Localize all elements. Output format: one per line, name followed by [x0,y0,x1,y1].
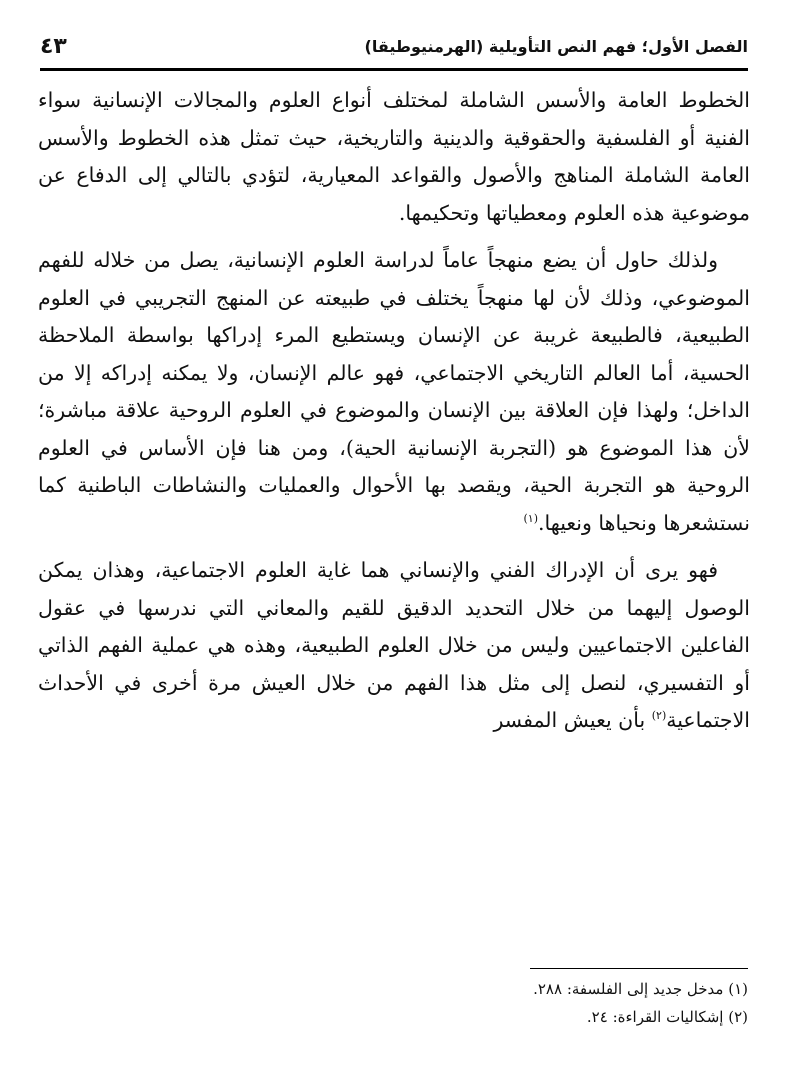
main-text [38,82,750,750]
footnote-divider [530,968,748,969]
footnote-marker: (١) [523,511,539,525]
footnote: (١) مدخل جديد إلى الفلسفة: ٢٨٨. [533,980,748,998]
paragraph: فهو يرى أن الإدراك الفني والإنساني هما غاية العلوم الاجتماعية، وهذان يمكن الوصول إليهما من خلال التحديد الدقيق للقيم والمعاني التي ندرسها في عقول الفاعلين الاجتماعيين وليس من خلال العلوم الطبيعية، وهذه هي عملية الفهم الذاتي أو التفسيري، لنصل إلى مثل هذا الفهم من خلال العيش مرة أخرى في الأحداث الاجتماعية$^{(٢)}$ بأن يعيش المفسر [38,558,750,732]
running-header [40,26,748,66]
paragraph: ولذلك حاول أن يضع منهجاً عاماً لدراسة العلوم الإنسانية، يصل من خلاله للفهم الموضوعي، وذلك لأن لها منهجاً يختلف في طبيعته عن المنهج التجريبي في العلوم الطبيعية، فالطبيعة غريبة عن الإنسان ويستطيع المرء إدراكها بواسطة الملاحظة الحسية، أما العالم التاريخي الاجتماعي، فهو عالم الإنسان، ولا يمكنه إدراكه إلا من الداخل؛ ولهذا فإن العلاقة بين الإنسان والموضوع في العلوم الروحية علاقة مباشرة؛ لأن هذا الموضوع هو (التجربة الإنسانية الحية)، ومن هنا فإن الأساس في العلوم الروحية هو التجربة الحية، ويقصد بها الأحوال والعمليات والنشاطات الباطنية كما نستشعرها ونحياها ونعيها.$^{(١)}$ [38,248,750,535]
paragraph: الخطوط العامة والأسس الشاملة لمختلف أنواع العلوم والمجالات الإنسانية سواء الفنية أو الفلسفية والحقوقية والدينية والتاريخية، حيث تمثل هذه الخطوط والأسس العامة الشاملة المناهج والأصول والقواعد المعيارية، لتؤدي بالتالي إلى الدفاع عن موضوعية هذه العلوم ومعطياتها وتحكيمها. [38,88,750,225]
footnote: (٢) إشكاليات القراءة: ٢٤. [586,1008,748,1026]
page-number: ٤٣ [40,33,67,59]
footnote-marker: (٢) [651,709,667,723]
header-divider [40,68,748,71]
chapter-title: الفصل الأول؛ فهم النص التأويلية (الهرمنيوطيقا) [364,36,748,56]
footnotes [40,975,748,1031]
